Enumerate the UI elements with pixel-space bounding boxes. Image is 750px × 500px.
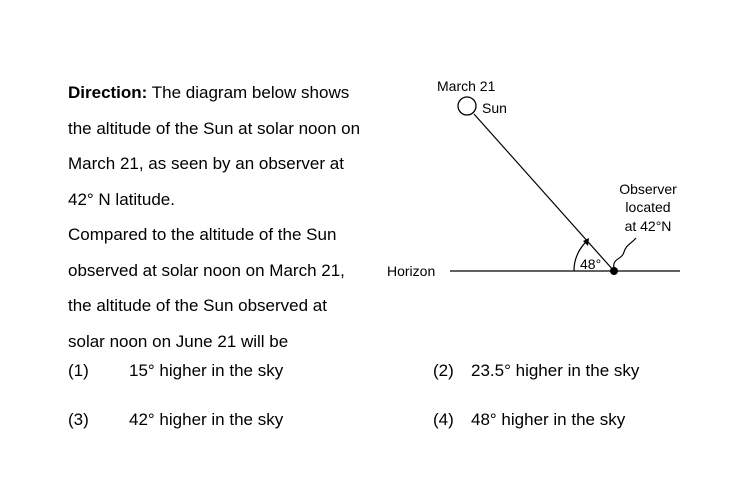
answer-choice-2[interactable] xyxy=(433,361,639,381)
choice-text: 23.5° higher in the sky xyxy=(471,361,640,380)
observer-dot xyxy=(610,267,618,275)
date-label: March 21 xyxy=(437,78,496,94)
question-line: the altitude of the Sun observed at xyxy=(68,296,327,315)
question-line: solar noon on June 21 will be xyxy=(68,331,289,351)
choice-text: 15° higher in the sky xyxy=(129,361,284,380)
answer-choice-4[interactable] xyxy=(433,410,625,430)
answer-choice-3[interactable] xyxy=(68,410,283,430)
observer-pointer xyxy=(614,238,636,268)
observer-label-line: at 42°N xyxy=(624,218,672,234)
choice-number: (3) xyxy=(68,410,89,429)
answer-choice-1[interactable] xyxy=(68,361,283,381)
choice-number: (1) xyxy=(68,361,89,380)
question-line: Compared to the altitude of the Sun xyxy=(68,225,337,244)
sun-ray-line xyxy=(474,114,614,271)
direction-label: Direction: xyxy=(68,83,148,102)
horizon-label: Horizon xyxy=(387,263,436,279)
observer-label-line: Observer xyxy=(619,181,677,197)
choice-number: (2) xyxy=(433,361,454,380)
question-line-text: The diagram below shows xyxy=(147,83,350,102)
choice-number: (4) xyxy=(433,410,454,429)
angle-label: 48° xyxy=(580,256,602,272)
choice-text: 48° higher in the sky xyxy=(471,410,626,429)
question-line: the altitude of the Sun at solar noon on xyxy=(68,118,361,138)
question-line: 42° N latitude. xyxy=(68,189,175,209)
choice-text: 42° higher in the sky xyxy=(129,410,284,429)
question-line: March 21, as seen by an observer at xyxy=(68,154,344,173)
sun-label: Sun xyxy=(482,100,507,116)
observer-label-line: located xyxy=(625,199,671,215)
question-line: observed at solar noon on March 21, xyxy=(68,260,345,280)
sun-icon xyxy=(458,97,476,115)
